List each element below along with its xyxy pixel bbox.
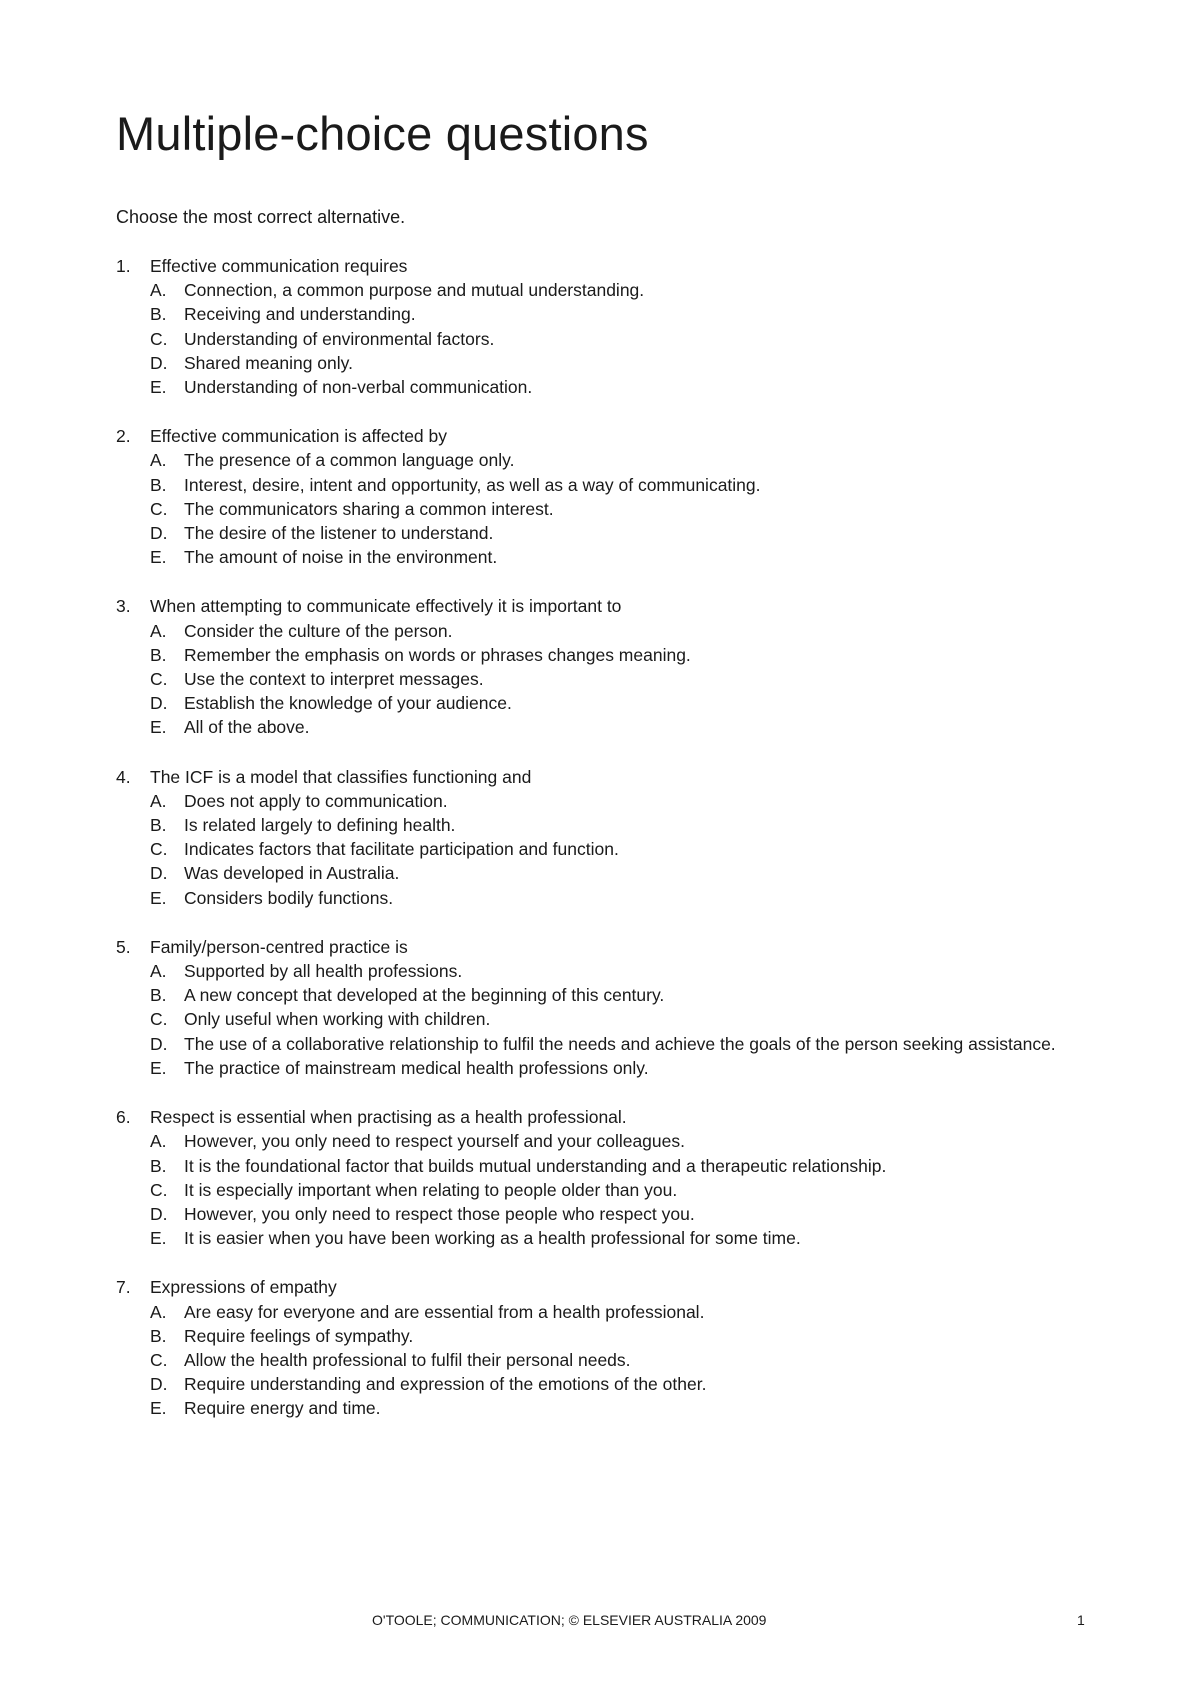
option-e — [150, 886, 1096, 910]
option-letter: A. — [150, 1301, 167, 1322]
footer-copyright: O'TOOLE; COMMUNICATION; © ELSEVIER AUSTRALIA 2009 — [372, 1612, 767, 1628]
option-b — [150, 813, 1096, 837]
option-b — [150, 1154, 1096, 1178]
option-text: Remember the emphasis on words or phrases changes meaning. — [184, 644, 691, 665]
option-e — [150, 375, 1096, 399]
option-e — [150, 1226, 1096, 1250]
option-d — [150, 1032, 1096, 1056]
option-text: Require energy and time. — [184, 1398, 381, 1419]
option-text: Supported by all health professions. — [184, 961, 463, 982]
option-letter: E. — [150, 1398, 167, 1419]
option-a — [150, 1300, 1096, 1324]
question-5 — [116, 935, 1096, 1080]
option-text: The presence of a common language only. — [184, 450, 515, 471]
question-number: 1. — [116, 256, 131, 276]
option-a — [150, 448, 1096, 472]
option-letter: B. — [150, 474, 167, 495]
option-text: Require understanding and expression of the emotions of the other. — [184, 1374, 707, 1395]
option-text: Only useful when working with children. — [184, 1009, 491, 1030]
option-text: Shared meaning only. — [184, 352, 353, 373]
question-number: 7. — [116, 1277, 131, 1298]
option-e — [150, 1396, 1096, 1420]
option-letter: A. — [150, 620, 167, 641]
question-stem: Respect is essential when practising as a health professional. — [150, 1107, 627, 1128]
option-d — [150, 691, 1096, 715]
option-text: A new concept that developed at the beginning of this century. — [184, 985, 665, 1006]
option-list — [116, 278, 1096, 399]
question-list — [116, 254, 1096, 1446]
option-letter: E. — [150, 717, 167, 738]
option-e — [150, 545, 1096, 569]
option-text: Was developed in Australia. — [184, 863, 400, 884]
option-letter: A. — [150, 1131, 167, 1152]
question-number: 4. — [116, 766, 131, 787]
option-letter: C. — [150, 498, 168, 519]
option-letter: B. — [150, 985, 167, 1006]
option-a — [150, 278, 1096, 302]
option-letter: B. — [150, 304, 167, 325]
option-list — [116, 1300, 1096, 1421]
question-stem: Effective communication requires — [150, 256, 408, 276]
option-text: The use of a collaborative relationship to fulfil the needs and achieve the goals of the person seeking assistance. — [184, 1033, 1056, 1054]
option-letter: C. — [150, 1009, 168, 1030]
option-letter: D. — [150, 523, 168, 544]
option-d — [150, 1202, 1096, 1226]
option-text: However, you only need to respect those people who respect you. — [184, 1203, 695, 1224]
option-text: The amount of noise in the environment. — [184, 547, 498, 568]
option-letter: A. — [150, 790, 167, 811]
option-letter: A. — [150, 450, 167, 471]
option-letter: C. — [150, 839, 168, 860]
option-letter: D. — [150, 352, 168, 373]
option-text: Indicates factors that facilitate participation and function. — [184, 839, 619, 860]
option-letter: D. — [150, 693, 168, 714]
instructions: Choose the most correct alternative. — [116, 207, 406, 227]
option-letter: D. — [150, 1374, 168, 1395]
option-text: However, you only need to respect yourself and your colleagues. — [184, 1131, 685, 1152]
option-text: Require feelings of sympathy. — [184, 1325, 414, 1346]
option-text: Allow the health professional to fulfil their personal needs. — [184, 1349, 631, 1370]
option-b — [150, 473, 1096, 497]
option-text: The communicators sharing a common interest. — [184, 498, 554, 519]
option-d — [150, 861, 1096, 885]
question-3 — [116, 594, 1096, 739]
question-1 — [116, 254, 1096, 399]
option-letter: B. — [150, 1155, 167, 1176]
option-text: Understanding of non-verbal communication. — [184, 377, 533, 398]
question-number: 3. — [116, 596, 131, 617]
option-letter: B. — [150, 1325, 167, 1346]
option-e — [150, 715, 1096, 739]
option-d — [150, 521, 1096, 545]
question-stem: When attempting to communicate effectively it is important to — [150, 596, 622, 617]
option-letter: C. — [150, 328, 168, 349]
option-letter: E. — [150, 1057, 167, 1078]
option-letter: E. — [150, 377, 167, 398]
option-text: It is easier when you have been working as a health professional for some time. — [184, 1228, 801, 1249]
option-letter: B. — [150, 644, 167, 665]
option-d — [150, 351, 1096, 375]
option-text: It is especially important when relating to people older than you. — [184, 1179, 678, 1200]
option-letter: A. — [150, 280, 167, 301]
option-text: Are easy for everyone and are essential from a health professional. — [184, 1301, 705, 1322]
option-d — [150, 1372, 1096, 1396]
option-text: Use the context to interpret messages. — [184, 669, 484, 690]
option-letter: D. — [150, 1033, 168, 1054]
option-text: Connection, a common purpose and mutual understanding. — [184, 280, 645, 301]
option-c — [150, 1348, 1096, 1372]
option-text: Is related largely to defining health. — [184, 815, 456, 836]
option-text: Considers bodily functions. — [184, 887, 394, 908]
option-list — [116, 619, 1096, 740]
option-list — [116, 448, 1096, 569]
option-a — [150, 1129, 1096, 1153]
option-letter: B. — [150, 815, 167, 836]
option-letter: C. — [150, 1349, 168, 1370]
question-number: 5. — [116, 936, 131, 957]
option-b — [150, 1324, 1096, 1348]
question-number: 2. — [116, 426, 131, 447]
option-letter: D. — [150, 1203, 168, 1224]
question-stem: Effective communication is affected by — [150, 426, 448, 447]
option-c — [150, 1007, 1096, 1031]
option-list — [116, 789, 1096, 910]
option-a — [150, 959, 1096, 983]
option-letter: A. — [150, 961, 167, 982]
option-text: It is the foundational factor that builds mutual understanding and a therapeutic relationship. — [184, 1155, 887, 1176]
option-text: Establish the knowledge of your audience. — [184, 693, 512, 714]
question-stem: Expressions of empathy — [150, 1277, 337, 1298]
option-letter: C. — [150, 669, 168, 690]
option-text: Does not apply to communication. — [184, 790, 448, 811]
option-b — [150, 643, 1096, 667]
option-e — [150, 1056, 1096, 1080]
option-list — [116, 1129, 1096, 1250]
question-4 — [116, 765, 1096, 910]
option-list — [116, 959, 1096, 1080]
question-7 — [116, 1275, 1096, 1420]
option-c — [150, 837, 1096, 861]
option-text: Interest, desire, intent and opportunity, as well as a way of communicating. — [184, 474, 761, 495]
option-b — [150, 302, 1096, 326]
option-letter: E. — [150, 887, 167, 908]
option-letter: C. — [150, 1179, 168, 1200]
option-c — [150, 327, 1096, 351]
option-text: Understanding of environmental factors. — [184, 328, 495, 349]
page-number: 1 — [1077, 1612, 1085, 1628]
option-text: The practice of mainstream medical health professions only. — [184, 1057, 649, 1078]
question-number: 6. — [116, 1107, 131, 1128]
page-title: Multiple-choice questions — [116, 107, 649, 160]
question-stem: The ICF is a model that classifies functioning and — [150, 766, 532, 787]
option-a — [150, 789, 1096, 813]
option-letter: E. — [150, 1228, 167, 1249]
option-c — [150, 1178, 1096, 1202]
option-a — [150, 619, 1096, 643]
option-text: All of the above. — [184, 717, 310, 738]
option-letter: E. — [150, 547, 167, 568]
option-b — [150, 983, 1096, 1007]
question-2 — [116, 424, 1096, 569]
question-stem: Family/person-centred practice is — [150, 936, 408, 957]
option-text: The desire of the listener to understand. — [184, 523, 494, 544]
option-text: Receiving and understanding. — [184, 304, 416, 325]
option-c — [150, 667, 1096, 691]
option-letter: D. — [150, 863, 168, 884]
option-text: Consider the culture of the person. — [184, 620, 453, 641]
option-c — [150, 497, 1096, 521]
question-6 — [116, 1105, 1096, 1250]
